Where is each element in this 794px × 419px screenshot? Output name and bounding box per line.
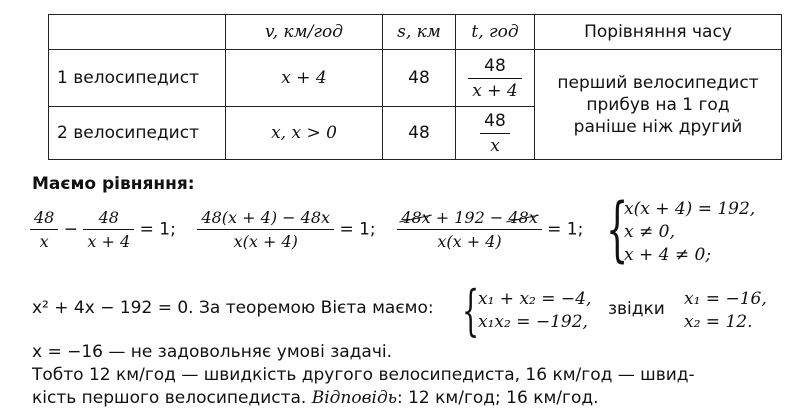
row-distance: 48	[383, 50, 456, 107]
comparison-line: перший велосипедист	[557, 72, 759, 93]
row-speed: x + 4	[226, 50, 383, 107]
header-speed: v, км/год	[226, 15, 383, 50]
comparison-line: прибув на 1 год	[586, 94, 730, 115]
table-header-row	[49, 15, 782, 50]
eq2-frac	[197, 208, 334, 251]
row-name: 2 велосипедист	[49, 107, 226, 160]
fraction-numerator: 48	[468, 56, 521, 79]
eq1-frac-a	[30, 208, 58, 251]
minus-sign: −	[63, 219, 79, 240]
fraction-denominator: x(x + 4)	[233, 232, 298, 251]
eq1-rhs: = 1;	[139, 219, 176, 240]
fraction-numerator: 48	[30, 208, 58, 230]
table-row	[49, 50, 782, 107]
root-line: x₂ = 12.	[684, 312, 753, 332]
header-comparison: Порівняння часу	[535, 15, 782, 50]
vieta-line: x₁x₂ = −192,	[478, 312, 588, 332]
time-fraction	[468, 56, 521, 101]
reject-line: x = −16 — не задовольняє умові задачі.	[32, 342, 392, 362]
fraction-numerator: 48	[83, 208, 134, 230]
fraction-denominator: x + 4	[472, 80, 518, 101]
vieta-brace: {	[462, 279, 480, 342]
fraction-denominator: x	[39, 232, 49, 251]
system-line: x ≠ 0,	[624, 222, 675, 242]
fraction-denominator: x(x + 4)	[437, 232, 502, 251]
root-line: x₁ = −16,	[684, 289, 767, 309]
system-brace: {	[606, 188, 629, 270]
equation-row	[30, 208, 583, 264]
system-line: x(x + 4) = 192,	[624, 199, 756, 219]
conclusion-line-2	[32, 388, 599, 408]
vieta-system	[478, 288, 591, 334]
vieta-line: x₁ + x₂ = −4,	[478, 289, 592, 309]
fraction-denominator: x	[490, 135, 500, 156]
fraction-numerator	[397, 208, 541, 230]
answer-label: Відповідь	[311, 388, 397, 408]
system-equations	[624, 198, 755, 267]
data-table	[48, 14, 782, 160]
header-time: t, год	[456, 15, 535, 50]
fraction-numerator: 48(x + 4) − 48x	[197, 208, 334, 230]
comparison-cell	[535, 50, 782, 160]
eq2-rhs: = 1;	[339, 219, 376, 240]
conclusion-text: кість першого велосипедиста.	[32, 388, 312, 408]
row-name: 1 велосипедист	[49, 50, 226, 107]
row-distance: 48	[383, 107, 456, 160]
answer-values: : 12 км/год; 16 км/год.	[396, 388, 599, 408]
fraction-numerator: 48	[480, 111, 510, 134]
header-distance: s, км	[383, 15, 456, 50]
system-line: x + 4 ≠ 0;	[624, 245, 712, 265]
time-fraction	[480, 111, 510, 156]
eq3-rhs: = 1;	[547, 219, 584, 240]
conclusion-line-1: Тобто 12 км/год — швидкість другого велосипедиста, 16 км/год — швид-	[32, 365, 695, 385]
roots	[684, 288, 767, 334]
cancelled-term: 48x	[508, 208, 538, 227]
intro-text: Маємо рівняння:	[32, 174, 195, 194]
row-time	[456, 50, 535, 107]
numerator-middle: + 192 −	[430, 208, 509, 227]
quadratic-line: x² + 4x − 192 = 0. За теоремою Вієта маємо:	[32, 298, 434, 318]
whence-word: звідки	[608, 299, 665, 319]
row-time	[456, 107, 535, 160]
row-speed: x, x > 0	[226, 107, 383, 160]
fraction-denominator: x + 4	[87, 232, 131, 251]
header-empty	[49, 15, 226, 50]
comparison-line: раніше ніж другий	[573, 116, 743, 137]
eq1-frac-b	[83, 208, 134, 251]
cancelled-term: 48x	[401, 208, 431, 227]
eq3-frac	[397, 208, 541, 251]
